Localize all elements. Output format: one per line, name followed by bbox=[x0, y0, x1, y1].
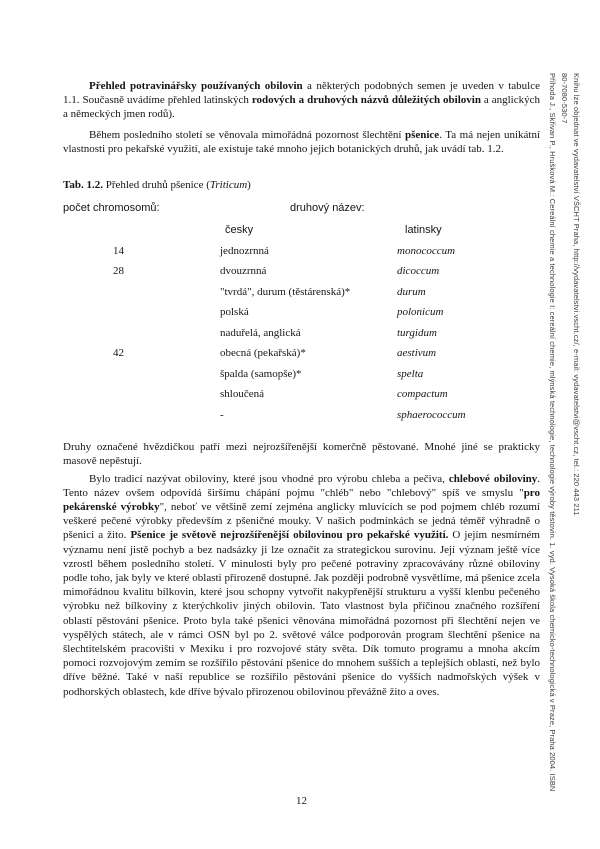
cell-chromosome-count bbox=[63, 408, 220, 429]
citation-line: Příhoda J., Skřivan P., Hrušková M.: Cereální chemie a technologie I: cereální chemie, mlýnská technologie, technologie výroby těstovin. 1. vyd. Vysoká škola chemicko-technologická v Praze, Praha 2004. ISBN bbox=[548, 73, 557, 792]
cell-czech-name: - bbox=[220, 408, 224, 421]
table-subheader-row bbox=[63, 223, 540, 237]
table-caption: Tab. 1.2. Přehled druhů pšenice (Triticum) bbox=[63, 179, 251, 192]
wheat-species-table bbox=[63, 244, 540, 429]
citation-order-info-line: Knihu lze objednat ve vydavatelství VŠCHT Praha, http://vydavatelstvi.vscht.cz/, e-mail: vydavatelstvi@vscht.cz, tel.: 220 443 211 bbox=[572, 73, 581, 516]
cell-latin-name: monococcum bbox=[397, 244, 456, 257]
cell-latin-name: polonicum bbox=[397, 306, 444, 319]
page-body bbox=[63, 0, 540, 699]
column-header-chromosome-count: počet chromosomů: bbox=[63, 202, 160, 215]
column-header-species-name: druhový název: bbox=[290, 202, 365, 215]
cell-latin-name: sphaerococcum bbox=[397, 408, 466, 421]
cell-czech-name: obecná (pekařská)* bbox=[220, 347, 306, 360]
table-row bbox=[63, 346, 540, 367]
cell-czech-name: "tvrdá", durum (těstárenská)* bbox=[220, 285, 351, 298]
table-row bbox=[63, 326, 540, 347]
cell-czech-name: jednozrnná bbox=[220, 244, 269, 257]
cell-latin-name: compactum bbox=[397, 388, 448, 401]
table-row bbox=[63, 285, 540, 306]
cell-chromosome-count bbox=[63, 326, 220, 347]
table-row bbox=[63, 367, 540, 388]
cell-chromosome-count bbox=[63, 387, 220, 408]
table-header-row bbox=[63, 201, 540, 215]
column-subheader-latin: latinsky bbox=[405, 224, 442, 237]
table-row bbox=[63, 305, 540, 326]
citation-sidebar bbox=[546, 73, 582, 837]
column-subheader-czech: česky bbox=[225, 224, 254, 237]
cell-chromosome-count bbox=[63, 285, 220, 306]
cell-latin-name: turgidum bbox=[397, 326, 437, 339]
table-row bbox=[63, 264, 540, 285]
cell-czech-name: shloučená bbox=[220, 388, 264, 401]
cell-czech-name: naduřelá, anglická bbox=[220, 326, 301, 339]
citation-isbn-line: 80-7080-530-7 bbox=[560, 73, 569, 124]
table-row bbox=[63, 244, 540, 265]
cell-chromosome-count: 14 bbox=[113, 244, 124, 257]
cell-latin-name: durum bbox=[397, 285, 426, 298]
paragraph-cereal-overview: Přehled potravinářsky používaných obilovin a některých podobných semen je uveden v tabulce 1.1. Současně uvádíme přehled latinských rodových a druhových názvů důležitých obilovin a anglických a německých jmen rodů). bbox=[63, 80, 540, 121]
cell-chromosome-count bbox=[63, 305, 220, 326]
paragraph-asterisk-note: Druhy označené hvězdičkou patří mezi nejrozšířenější komerčně pěstované. Mnohé jiné se prakticky masově nepěstují. bbox=[63, 441, 540, 468]
cell-czech-name: polská bbox=[220, 306, 249, 319]
cell-chromosome-count: 42 bbox=[113, 347, 124, 360]
cell-chromosome-count bbox=[63, 367, 220, 388]
cell-chromosome-count: 28 bbox=[113, 265, 124, 278]
table-row bbox=[63, 387, 540, 408]
cell-latin-name: aestivum bbox=[397, 347, 437, 360]
table-row bbox=[63, 408, 540, 429]
paragraph-bread-cereals: Bylo tradicí nazývat obiloviny, které jsou vhodné pro výrobu chleba a pečiva, chlebové obiloviny. Tento název ovšem odpovídá širšímu chápání pojmu "chléb" nebo "chlebový" spíš ve smyslu "pro pekárenské výrobky", neboť ve většině zemí zejména anglicky mluvících se pod pojmem chléb rozumí veškeré pečené výrobky především z pšeničné mouky. V našich podmínkách se jedná téměř výhradně o pšenici a žito. Pšenice je světově nejrozšířenější obilovinou pro pekařské využití. O jejím nesmírném významu není jistě pochyb a bez nadsázky ji lze označit za strategickou surovinu. Její význam ještě více vzrostl během posledního století. V minulosti byly pro pečené potraviny zpracovávány různé obiloviny podle toho, jak byly ve které oblasti přirozeně dostupné. Jak později podrobně vysvětlíme, má pšenice zcela mimořádnou kvalitu bílkovin, které jsou schopny vytvořit nakypřenější strukturu a vyšší klenbu pečeného výrobku než bílkoviny z kterýchkoliv jiných obilovin. Tato vlastnost byla příčinou značného rozšíření oblastí pěstování pšenice. Proto byla také pšenici věnována mimořádná pozornost při šlechtění nejen ve vyspělých státech, ale v rámci OSN byl po 2. světové válce podporován program šlechtění pšenice na šlechtitelském pracovišti v Mexiku i pro rozvojové státy světa. Dík tomuto programu a mnoha akcím pomoci rozvojovým zemím se rozšířilo pěstování pšenice do mnohem sušších a teplejších oblastí, než bylo dříve běžné. Také v naší republice se rozšířilo pěstování pšenice do vyšších nadmořských výšek v podhorských oblastech, kde dříve bývalo přirozenou obilovinou převážně žito a oves. bbox=[63, 472, 541, 698]
paragraph-wheat-breeding: Během posledního století se věnovala mimořádná pozornost šlechtění pšenice. Ta má nejen unikátní vlastnosti pro pekařské využití, ale existuje také mnoho jejich botanických druhů, jak uvádí tab. 1.2. bbox=[63, 128, 540, 155]
cell-latin-name: dicoccum bbox=[397, 265, 440, 278]
cell-czech-name: špalda (samopše)* bbox=[220, 367, 302, 380]
page-number: 12 bbox=[296, 795, 307, 807]
cell-latin-name: spelta bbox=[397, 367, 424, 380]
cell-czech-name: dvouzrnná bbox=[220, 265, 267, 278]
